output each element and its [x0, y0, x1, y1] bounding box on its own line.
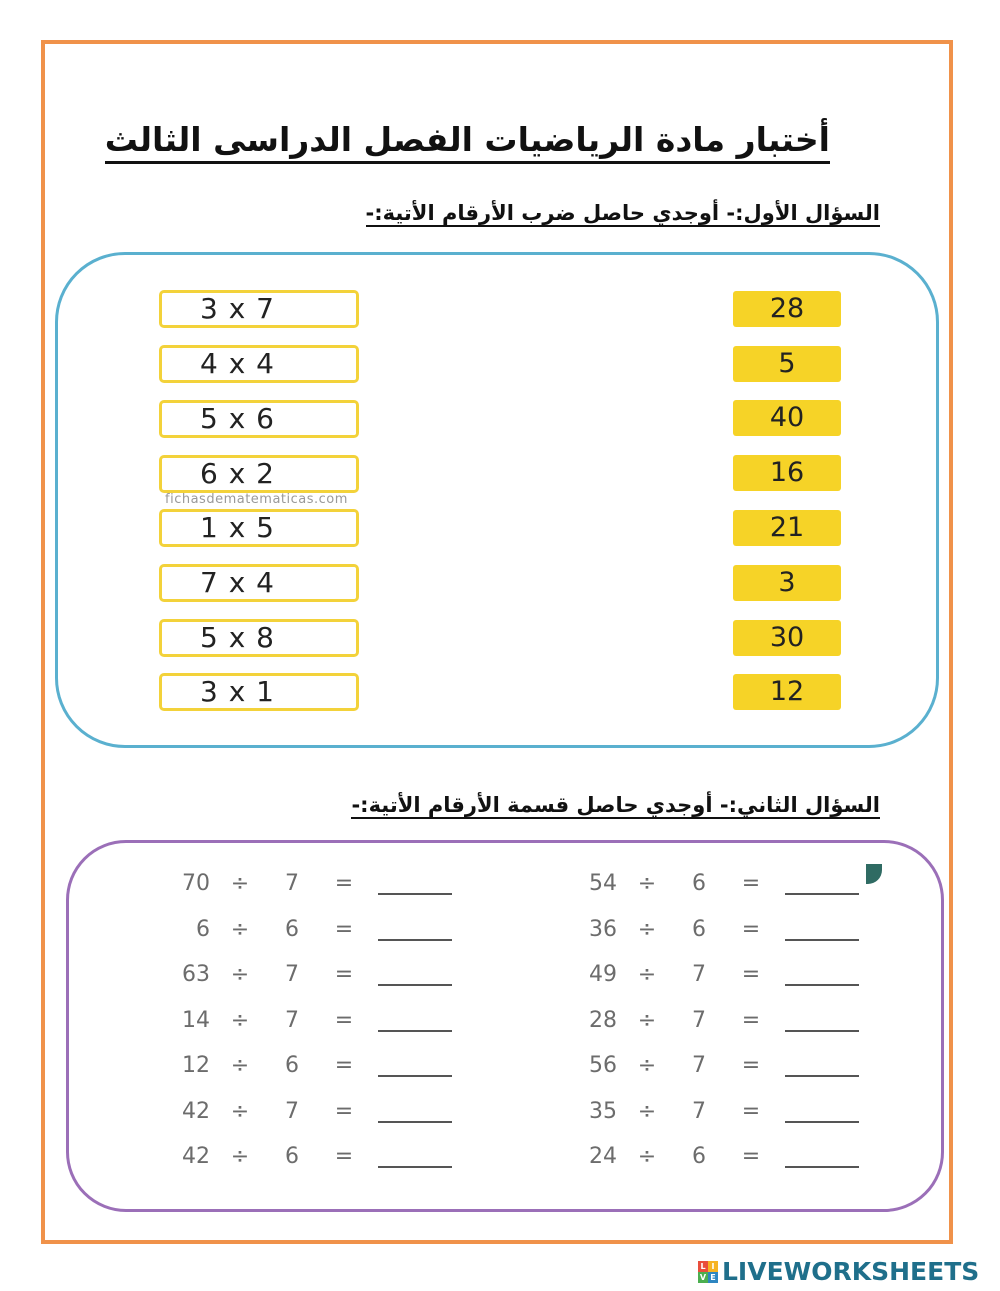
equals-sign: = — [741, 1008, 761, 1033]
dividend: 35 — [589, 1099, 617, 1124]
divide-sign: ÷ — [637, 962, 657, 987]
dividend: 14 — [182, 1008, 210, 1033]
division-row — [571, 915, 871, 945]
divisor: 7 — [285, 1099, 299, 1124]
question-1-heading — [366, 198, 881, 228]
division-row — [164, 1051, 464, 1081]
question-1-label: السؤال الأول:- أوجدي حاصل ضرب الأرقام الأتية:- — [365, 201, 880, 225]
answer-blank[interactable] — [785, 893, 859, 895]
divisor: 6 — [692, 1144, 706, 1169]
divide-sign: ÷ — [230, 1053, 250, 1078]
answer-blank[interactable] — [378, 939, 452, 941]
divisor: 7 — [692, 1099, 706, 1124]
answer-blank[interactable] — [378, 1030, 452, 1032]
logo-icon-tile: V — [699, 1273, 707, 1282]
logo-icon-tile: L — [698, 1261, 708, 1272]
dividend: 12 — [182, 1053, 210, 1078]
divisor: 7 — [285, 871, 299, 896]
divisor: 6 — [285, 1053, 299, 1078]
equals-sign: = — [334, 1053, 354, 1078]
answer-blank[interactable] — [378, 1166, 452, 1168]
dividend: 28 — [589, 1008, 617, 1033]
divide-sign: ÷ — [637, 1099, 657, 1124]
equals-sign: = — [741, 1099, 761, 1124]
divide-sign: ÷ — [230, 871, 250, 896]
logo-icon-tile: E — [708, 1272, 718, 1283]
dividend: 49 — [589, 962, 617, 987]
division-row — [571, 869, 871, 899]
answer-box[interactable]: 12 — [733, 674, 841, 710]
divide-sign: ÷ — [637, 917, 657, 942]
equals-sign: = — [741, 962, 761, 987]
dividend: 70 — [182, 871, 210, 896]
page-title — [100, 112, 830, 172]
answer-blank[interactable] — [378, 1075, 452, 1077]
divisor: 6 — [285, 1144, 299, 1169]
divide-sign: ÷ — [230, 917, 250, 942]
answer-box[interactable]: 28 — [733, 291, 841, 327]
answer-blank[interactable] — [785, 1166, 859, 1168]
logo-text: LIVEWORKSHEETS — [722, 1257, 980, 1286]
divide-sign: ÷ — [637, 1053, 657, 1078]
answer-blank[interactable] — [378, 893, 452, 895]
divisor: 7 — [285, 1008, 299, 1033]
divisor: 7 — [692, 1008, 706, 1033]
equals-sign: = — [334, 871, 354, 896]
logo-icon — [698, 1261, 718, 1283]
answer-box[interactable]: 16 — [733, 455, 841, 491]
answer-blank[interactable] — [785, 1030, 859, 1032]
expression-box[interactable]: 1 x 5 — [159, 509, 359, 547]
division-row — [164, 960, 464, 990]
divide-sign: ÷ — [230, 1144, 250, 1169]
equals-sign: = — [741, 871, 761, 896]
answer-blank[interactable] — [785, 939, 859, 941]
equals-sign: = — [741, 917, 761, 942]
answer-box[interactable]: 30 — [733, 620, 841, 656]
dividend: 56 — [589, 1053, 617, 1078]
division-row — [571, 1142, 871, 1172]
divide-sign: ÷ — [637, 1144, 657, 1169]
divide-sign: ÷ — [637, 1008, 657, 1033]
divide-sign: ÷ — [230, 1099, 250, 1124]
question-2-label: السؤال الثاني:- أوجدي حاصل قسمة الأرقام الأتية:- — [351, 793, 880, 817]
liveworksheets-logo[interactable] — [698, 1258, 979, 1286]
divisor: 7 — [285, 962, 299, 987]
dividend: 63 — [182, 962, 210, 987]
expression-box[interactable]: 5 x 6 — [159, 400, 359, 438]
answer-blank[interactable] — [378, 1121, 452, 1123]
page-title-text: أختبار مادة الرياضيات الفصل الدراسى الثالث — [105, 120, 830, 164]
expression-box[interactable]: 3 x 7 — [159, 290, 359, 328]
answer-blank[interactable] — [378, 984, 452, 986]
answer-box[interactable]: 3 — [733, 565, 841, 601]
answer-blank[interactable] — [785, 1121, 859, 1123]
division-row — [164, 915, 464, 945]
question-2-heading — [351, 790, 880, 820]
division-row — [164, 1097, 464, 1127]
division-row — [164, 869, 464, 899]
answer-box[interactable]: 5 — [733, 346, 841, 382]
equals-sign: = — [334, 962, 354, 987]
watermark-text: fichasdematematicas.com — [165, 492, 348, 507]
dividend: 42 — [182, 1099, 210, 1124]
answer-blank[interactable] — [785, 984, 859, 986]
equals-sign: = — [741, 1053, 761, 1078]
division-row — [571, 1051, 871, 1081]
division-row — [164, 1006, 464, 1036]
divisor: 6 — [692, 871, 706, 896]
expression-box[interactable]: 4 x 4 — [159, 345, 359, 383]
answer-box[interactable]: 40 — [733, 400, 841, 436]
dividend: 54 — [589, 871, 617, 896]
dividend: 6 — [196, 917, 210, 942]
divisor: 7 — [692, 1053, 706, 1078]
division-row — [164, 1142, 464, 1172]
divisor: 7 — [692, 962, 706, 987]
expression-box[interactable]: 6 x 2 — [159, 455, 359, 493]
equals-sign: = — [334, 1099, 354, 1124]
division-row — [571, 1006, 871, 1036]
equals-sign: = — [334, 917, 354, 942]
answer-blank[interactable] — [785, 1075, 859, 1077]
divisor: 6 — [692, 917, 706, 942]
logo-icon-tile: I — [708, 1261, 718, 1272]
dividend: 24 — [589, 1144, 617, 1169]
divide-sign: ÷ — [230, 1008, 250, 1033]
expression-box[interactable]: 3 x 1 — [159, 673, 359, 711]
expression-box[interactable]: 7 x 4 — [159, 564, 359, 602]
equals-sign: = — [334, 1144, 354, 1169]
divide-sign: ÷ — [230, 962, 250, 987]
division-row — [571, 960, 871, 990]
dividend: 42 — [182, 1144, 210, 1169]
division-row — [571, 1097, 871, 1127]
answer-box[interactable]: 21 — [733, 510, 841, 546]
equals-sign: = — [334, 1008, 354, 1033]
equals-sign: = — [741, 1144, 761, 1169]
divide-sign: ÷ — [637, 871, 657, 896]
divisor: 6 — [285, 917, 299, 942]
expression-box[interactable]: 5 x 8 — [159, 619, 359, 657]
dividend: 36 — [589, 917, 617, 942]
